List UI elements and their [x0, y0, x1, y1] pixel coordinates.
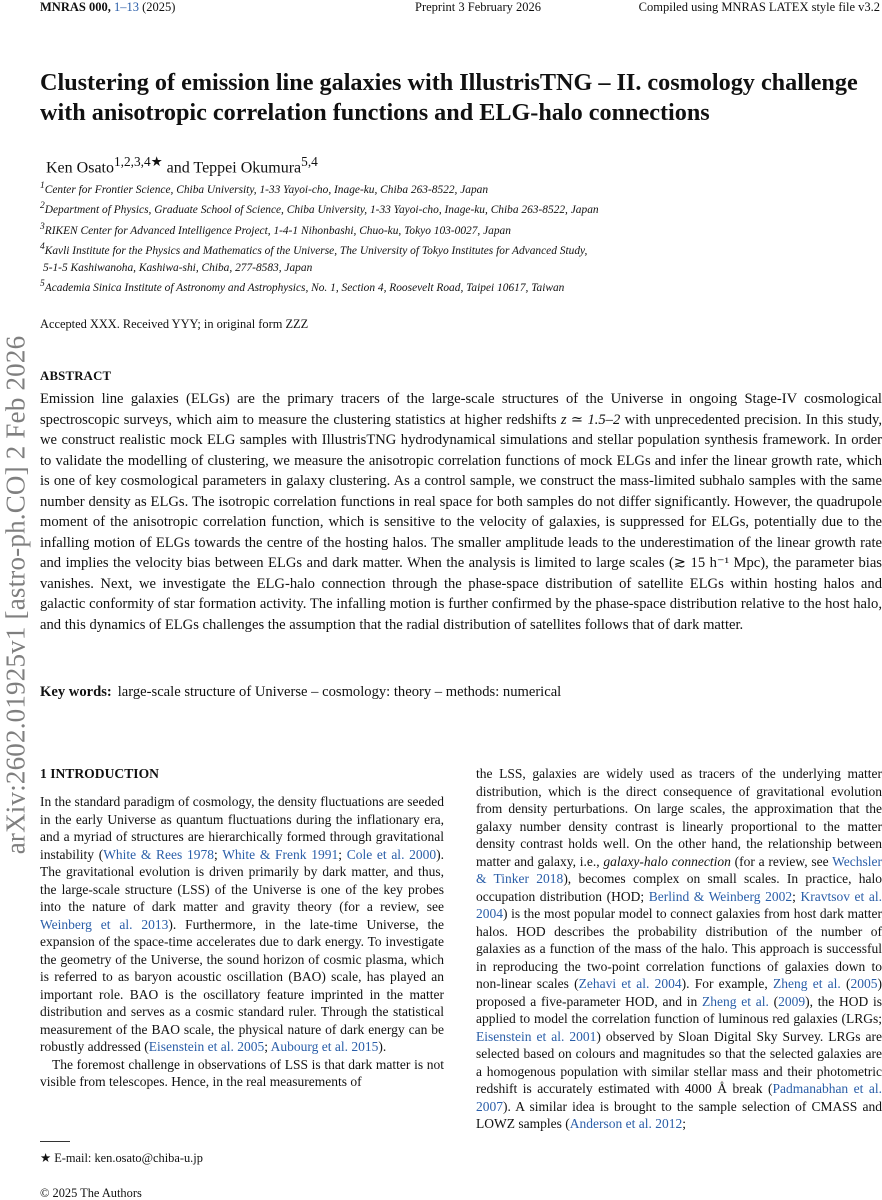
author-list: Ken Osato$^{1,2,3,4★}$ and Teppei Okumura$^{5,4}$: [46, 154, 318, 177]
keywords-label: Key words:: [40, 684, 112, 700]
running-header: [40, 0, 882, 16]
preprint-date: Preprint 3 February 2026: [415, 0, 542, 14]
author-name: Teppei Okumura: [193, 159, 302, 177]
citation-link[interactable]: Wechsler & Tinker 2018: [476, 853, 882, 886]
citation-link[interactable]: Weinberg et al. 2013: [40, 916, 169, 932]
affiliations: [40, 178, 700, 297]
abstract-heading: ABSTRACT: [40, 369, 112, 383]
keywords: [40, 684, 561, 701]
affiliation: $^2$Department of Physics, Graduate School of Science, Chiba University, 1-33 Yayoi-cho, Inage-ku, Chiba 263-8522, Japan: [40, 201, 599, 217]
section-heading-introduction: 1 INTRODUCTION: [40, 766, 159, 781]
citation-link[interactable]: Kravtsov et al. 2004: [476, 888, 882, 921]
copyright: © 2025 The Authors: [40, 1186, 142, 1200]
redshift-range: z ≃ 1.5–2: [560, 411, 621, 428]
affiliation-continuation: 5-1-5 Kashiwanoha, Kashiwa-shi, Chiba, 277-8583, Japan: [43, 261, 313, 274]
footnote-rule: [40, 1141, 70, 1142]
affiliation-marker: 1,2,3,4★: [113, 154, 163, 169]
citation-link[interactable]: White & Frenk 1991: [222, 846, 339, 862]
paragraph: In the standard paradigm of cosmology, the density fluctuations are seeded in the early Universe as quantum fluctuations during the inflationary era, and a myriad of structures are hierarchically formed through gravitational instability (White & Rees 1978; White & Frenk 1991; Cole et al. 2000). The gravitational evolution is driven primarily by dark matter, and thus, the large-scale structure (LSS) of the Universe is one of the key probes into the nature of dark matter and gravity theory (for a review, see Weinberg et al. 2013). Furthermore, in the late-time Universe, the expansion of the space-time accelerates due to dark energy. To investigate the geometry of the Universe, the sound horizon of cosmic plasma, which is referred to as baryon acoustic oscillation (BAO) scale, has played an important role. BAO is the oscillatory feature imprinted in the matter distribution and serves as a cosmic standard ruler. Through the statistical measurement of the BAO scale, the physical nature of dark energy can be robustly addressed (Eisenstein et al. 2005; Aubourg et al. 2015).: [40, 794, 445, 1054]
right-column: [476, 765, 882, 1133]
abstract-body: Emission line galaxies (ELGs) are the primary tracers of the large-scale structures of the Universe in ongoing Stage-IV cosmological spectroscopic surveys, which aim to measure the clustering statistics at higher redshifts z ≃ 1.5–2 with unprecedented precision. In this study, we construct realistic mock ELG samples with IllustrisTNG hydrodynamical simulations and stellar population synthesis framework. In order to validate the modelling of clustering, we measure the anisotropic correlation functions of mock ELGs and infer the linear growth rate, which is one of key cosmological parameters in galaxy clustering. As a control sample, we construct the mass-limited subhalo samples with the same number density as ELGs. The isotropic correlation functions in real space for both samples do not differ significantly. However, the quadrupole moment of the anisotropic correlation function, which is sensitive to the velocity of galaxies, is suppressed for ELGs, potentially due to the infalling motion of ELGs towards the centre of the hosting halos. The smaller amplitude leads to the underestimation of the linear growth rate and implies the velocity bias between ELGs and dark matter. When the analysis is limited to large scales (≳ 15 h⁻¹ Mpc), the parameter bias vanishes. Next, we investigate the ELG-halo connection through the phase-space distribution of satellite ELGs within hosting halos and galactic conformity of star formation activity. The infalling motion is further confirmed by the phase-space distribution relative to the host halo, and this dynamics of ELGs challenges the assumption that the radial distribution of satellites follows that of dark matter.: [40, 391, 882, 633]
citation-link[interactable]: Eisenstein et al. 2001: [476, 1028, 597, 1044]
paragraph: the LSS, galaxies are widely used as tracers of the underlying matter distribution, which is the direct consequence of gravitational evolution from density perturbations. On large scales, the approximation that the galaxy number density contrast is linearly proportional to the matter density contrast holds well. On the other hand, the relationship between matter and galaxy, i.e., galaxy-halo connection (for a review, see Wechsler & Tinker 2018), becomes complex on small scales. In practice, halo occupation distribution (HOD; Berlind & Weinberg 2002; Kravtsov et al. 2004) is the most popular model to connect galaxies from host dark matter halos. HOD describes the probability distribution of the number of galaxies as a function of the mass of the halo. This approach is successful in reproducing the two-point correlation functions of galaxies down to non-linear scales (Zehavi et al. 2004). For example, Zheng et al. (2005) proposed a five-parameter HOD, and in Zheng et al. (2009), the HOD is applied to model the correlation function of luminous red galaxies (LRGs; Eisenstein et al. 2001) observed by Sloan Digital Sky Survey. LRGs are selected based on colours and magnitudes so that the selected galaxies are a homogenous population with similar stellar mass and their photometric redshift is accurately estimated with 4000 Å break (Padmanabhan et al. 2007). A similar idea is brought to the sample selection of CMASS and LOWZ samples (Anderson et al. 2012;: [476, 766, 882, 1131]
style-file-note: Compiled using MNRAS LATEX style file v3.2: [638, 0, 880, 14]
citation-link[interactable]: Aubourg et al. 2015: [270, 1039, 379, 1054]
paper-title: Clustering of emission line galaxies with IllustrisTNG – II. cosmology challenge with anisotropic correlation functions and ELG-halo connections: [40, 69, 858, 126]
citation-link[interactable]: Padmanabhan et al. 2007: [476, 1081, 882, 1114]
paragraph: The foremost challenge in observations of LSS is that dark matter is not visible from telescopes. Hence, in the real measurements of: [40, 1056, 444, 1089]
citation-link[interactable]: 2005: [850, 976, 878, 991]
citation-link[interactable]: Anderson et al. 2012: [569, 1116, 683, 1131]
citation-link[interactable]: Eisenstein et al. 2005: [148, 1039, 265, 1054]
citation-link[interactable]: Zheng et al.: [702, 993, 769, 1009]
author-name: Ken Osato: [46, 159, 114, 177]
left-column: [40, 793, 444, 1091]
affiliation: $^1$Center for Frontier Science, Chiba University, 1-33 Yayoi-cho, Inage-ku, Chiba 263-8522, Japan: [40, 181, 489, 196]
citation-link[interactable]: Cole et al. 2000: [346, 846, 437, 862]
page-range-link[interactable]: 1–13: [113, 0, 139, 14]
scale-limit: (≳ 15 h⁻¹ Mpc): [668, 555, 766, 571]
affiliation: $^5$Academia Sinica Institute of Astronomy and Astrophysics, No. 1, Section 4, Roosevelt Road, Taipei 10617, Taiwan: [40, 279, 565, 294]
keywords-text: large-scale structure of Universe – cosmology: theory – methods: numerical: [117, 684, 562, 700]
affiliation-marker: 5,4: [301, 154, 318, 169]
affiliation: $^4$Kavli Institute for the Physics and Mathematics of the Universe, The University of Tokyo Institutes for Advanced Study,: [40, 242, 588, 257]
arxiv-id: arXiv:2602.01925v1 [astro-ph.CO] 2 Feb 2026: [0, 335, 31, 855]
citation-link[interactable]: Zehavi et al. 2004: [578, 976, 682, 991]
acceptance-note: Accepted XXX. Received YYY; in original form ZZZ: [40, 317, 309, 331]
arxiv-stamp: [0, 270, 32, 920]
footnote-email: ★ E-mail: ken.osato@chiba-u.jp: [40, 1151, 203, 1165]
citation-link[interactable]: Berlind & Weinberg 2002: [648, 888, 793, 904]
citation-link[interactable]: 2009: [778, 993, 806, 1009]
journal-citation: MNRAS 000, 1–13 (2025): [40, 0, 176, 14]
citation-link[interactable]: White & Rees 1978: [103, 846, 214, 862]
affiliation: $^3$RIKEN Center for Advanced Intelligence Project, 1-4-1 Nihonbashi, Chuo-ku, Tokyo 103-0027, Japan: [40, 221, 511, 237]
citation-link[interactable]: Zheng et al.: [773, 976, 841, 991]
